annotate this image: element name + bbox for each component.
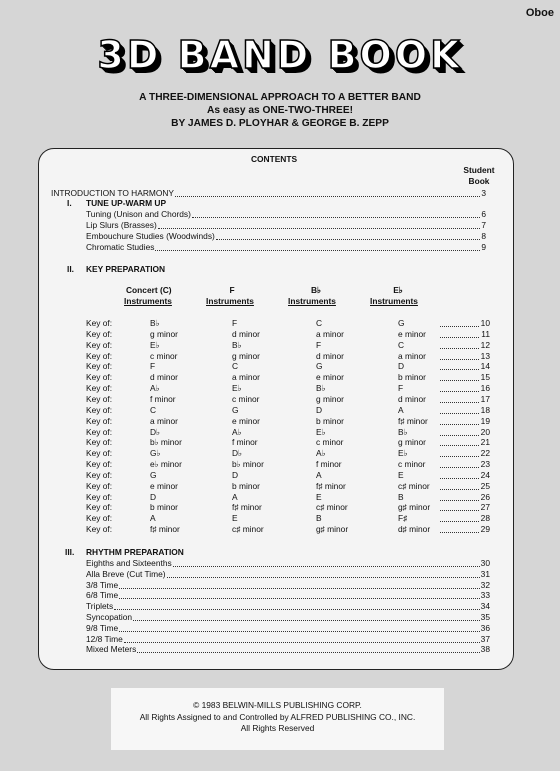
key-cell: g minor (398, 437, 426, 448)
toc-entry-page: 31 (480, 568, 490, 579)
key-cell: g♯ minor (398, 502, 431, 513)
key-of-label: Key of: (86, 404, 113, 415)
dot-leader (133, 620, 480, 621)
dot-leader (440, 413, 479, 414)
key-cell: a minor (150, 415, 178, 426)
book-title: 3D BAND BOOK (97, 33, 463, 77)
key-page: 21 (480, 437, 490, 448)
toc-entry-label: Embouchure Studies (Woodwinds) (86, 231, 215, 241)
dot-leader (440, 402, 479, 403)
key-of-label: Key of: (86, 393, 113, 404)
key-cell: f♯ minor (232, 502, 262, 513)
key-cell: e♭ minor (150, 459, 182, 470)
key-page: 12 (480, 339, 490, 350)
key-of-label: Key of: (86, 318, 113, 328)
key-cell: e minor (232, 415, 260, 426)
key-of-label: Key of: (86, 524, 113, 535)
toc-entry-label: Chromatic Studies (86, 242, 155, 252)
toc-entry-label: 9/8 Time (86, 622, 119, 633)
key-cell: F♯ (398, 513, 408, 524)
dot-leader (440, 369, 479, 370)
key-cell: B♭ (232, 339, 242, 350)
key-cell: E♭ (150, 339, 160, 350)
key-cell: d♯ minor (398, 524, 431, 535)
key-cell: D (316, 404, 323, 415)
key-cell: F (150, 361, 156, 372)
key-cell: D (232, 469, 239, 480)
key-cell: B♭ (150, 318, 160, 328)
dot-leader (216, 239, 480, 240)
toc-entry-page: 9 (481, 242, 486, 252)
key-cell: F (398, 383, 404, 394)
dot-leader (440, 326, 479, 327)
student-book-label: Student (463, 165, 495, 175)
dot-leader (440, 521, 479, 522)
instrument-label: Oboe (525, 7, 554, 19)
key-cell: c minor (150, 350, 178, 361)
key-cell: b minor (398, 372, 426, 383)
key-cell: E♭ (398, 448, 408, 459)
toc-entry-page: 38 (480, 644, 490, 655)
key-cell: A (150, 513, 156, 524)
key-cell: e minor (316, 372, 344, 383)
copyright-line: All Rights Reserved (240, 723, 315, 733)
key-cell: D (398, 361, 405, 372)
subtitle-line: A THREE-DIMENSIONAL APPROACH TO A BETTER BAND (139, 92, 421, 103)
dot-leader (114, 609, 480, 610)
toc-entry-label: 3/8 Time (86, 579, 119, 590)
dot-leader (119, 631, 480, 632)
key-of-label: Key of: (86, 502, 113, 513)
key-of-label: Key of: (86, 437, 113, 448)
key-cell: A♭ (232, 426, 242, 437)
toc-entry-page: 30 (480, 558, 490, 568)
dot-leader (440, 424, 479, 425)
key-cell: c minor (316, 437, 344, 448)
key-of-label: Key of: (86, 339, 113, 350)
toc-entry-page: 8 (481, 231, 486, 241)
column-header-instruments: Instruments (206, 296, 254, 306)
key-cell: f♯ minor (398, 415, 428, 426)
dot-leader (440, 348, 479, 349)
toc-entry-page: 34 (480, 601, 490, 612)
toc-entry-label: INTRODUCTION TO HARMONY (51, 188, 174, 198)
key-cell: C (316, 318, 323, 328)
key-cell: f♯ minor (150, 524, 180, 535)
key-cell: f minor (232, 437, 258, 448)
key-cell: C (398, 339, 405, 350)
dot-leader (440, 380, 479, 381)
dot-leader (173, 566, 480, 567)
key-of-label: Key of: (86, 350, 113, 361)
dot-leader (440, 467, 479, 468)
copyright-notice (111, 688, 444, 750)
key-page: 24 (480, 469, 490, 480)
toc-entry-label: Eighths and Sixteenths (86, 558, 172, 568)
key-page: 25 (480, 480, 490, 491)
key-cell: b♭ minor (232, 459, 264, 470)
section-number: I. (67, 198, 72, 208)
key-cell: c minor (398, 459, 426, 470)
key-page: 15 (480, 372, 490, 383)
key-cell: b♭ minor (150, 437, 182, 448)
key-page: 13 (480, 350, 490, 361)
key-cell: G (316, 361, 323, 372)
dot-leader (175, 196, 480, 197)
column-header-instruments: Instruments (370, 296, 418, 306)
key-cell: A (316, 469, 322, 480)
toc-entry-label: 12/8 Time (86, 633, 123, 644)
key-of-label: Key of: (86, 513, 113, 524)
section-title: KEY PREPARATION (86, 264, 166, 274)
key-cell: B (398, 491, 404, 502)
dot-leader (192, 217, 480, 218)
toc-entry-label: Alla Breve (Cut Time) (86, 568, 166, 579)
key-cell: B (316, 513, 322, 524)
key-of-label: Key of: (86, 372, 113, 383)
dot-leader (137, 652, 480, 653)
key-page: 23 (480, 459, 490, 470)
dot-leader (440, 489, 479, 490)
key-page: 29 (480, 524, 490, 535)
key-cell: g♯ minor (316, 524, 349, 535)
key-cell: f♯ minor (316, 480, 346, 491)
key-cell: f minor (150, 393, 176, 404)
column-header: F (229, 285, 235, 295)
toc-entry-label: Tuning (Unison and Chords) (86, 209, 191, 219)
key-of-label: Key of: (86, 415, 113, 426)
key-page: 20 (480, 426, 490, 437)
key-cell: g minor (150, 328, 178, 339)
dot-leader (440, 391, 479, 392)
key-of-label: Key of: (86, 491, 113, 502)
key-cell: G♭ (150, 448, 161, 459)
toc-entry-label: Lip Slurs (Brasses) (86, 220, 157, 230)
key-of-label: Key of: (86, 426, 113, 437)
key-cell: D (150, 491, 157, 502)
key-page: 11 (481, 328, 490, 339)
key-of-label: Key of: (86, 459, 113, 470)
key-cell: d minor (232, 328, 260, 339)
toc-entry-label: Syncopation (86, 612, 133, 622)
key-cell: e minor (398, 328, 426, 339)
key-page: 22 (480, 448, 490, 459)
column-header-instruments: Instruments (124, 296, 172, 306)
key-cell: c minor (232, 393, 260, 404)
dot-leader (155, 250, 480, 251)
key-cell: b minor (232, 480, 260, 491)
key-cell: E♭ (232, 383, 242, 394)
key-cell: d minor (150, 372, 178, 383)
contents-heading: CONTENTS (250, 154, 298, 164)
key-cell: E♭ (316, 426, 326, 437)
key-cell: G (150, 469, 157, 480)
key-cell: A (398, 404, 404, 415)
dot-leader (440, 510, 479, 511)
key-page: 27 (480, 502, 490, 513)
key-cell: D♭ (150, 426, 160, 437)
toc-entry-page: 33 (480, 590, 490, 601)
toc-entry-page: 7 (481, 220, 486, 230)
dot-leader (440, 445, 479, 446)
dot-leader (440, 532, 479, 533)
key-page: 18 (480, 404, 490, 415)
key-cell: B♭ (398, 426, 408, 437)
section-number: III. (65, 547, 75, 557)
key-cell: b minor (316, 415, 344, 426)
key-cell: E (232, 513, 238, 524)
key-cell: c♯ minor (398, 480, 430, 491)
column-header: B♭ (311, 285, 321, 295)
key-cell: C (150, 404, 157, 415)
dot-leader (440, 456, 479, 457)
toc-entry-page: 32 (480, 579, 490, 590)
dot-leader (119, 598, 480, 599)
key-cell: g minor (232, 350, 260, 361)
key-cell: A♭ (316, 448, 326, 459)
dot-leader (158, 228, 480, 229)
key-cell: C (232, 361, 239, 372)
key-of-label: Key of: (86, 480, 113, 491)
toc-entry-page: 3 (481, 188, 486, 198)
key-of-label: Key of: (86, 469, 113, 480)
toc-entry-label: Mixed Meters (86, 644, 137, 655)
toc-entry-page: 6 (481, 209, 486, 219)
key-cell: a minor (316, 328, 344, 339)
key-cell: A♭ (150, 383, 160, 394)
copyright-line: © 1983 BELWIN-MILLS PUBLISHING CORP. (193, 700, 362, 710)
key-cell: A (232, 491, 238, 502)
key-cell: c♯ minor (232, 524, 264, 535)
toc-entry-label: 6/8 Time (86, 590, 119, 601)
dot-leader (440, 359, 479, 360)
key-cell: c♯ minor (316, 502, 348, 513)
section-title: TUNE UP-WARM UP (86, 198, 167, 208)
key-page: 26 (480, 491, 490, 502)
key-cell: F (232, 318, 238, 328)
authors-line: BY JAMES D. PLOYHAR & GEORGE B. ZEPP (171, 118, 389, 129)
section-title: RHYTHM PREPARATION (86, 547, 184, 557)
key-page: 28 (480, 513, 490, 524)
key-cell: d minor (316, 350, 344, 361)
dot-leader (440, 478, 479, 479)
key-cell: e minor (150, 480, 178, 491)
dot-leader (124, 642, 480, 643)
key-of-label: Key of: (86, 448, 113, 459)
key-cell: a minor (398, 350, 426, 361)
key-cell: E (316, 491, 322, 502)
section-number: II. (67, 264, 74, 274)
key-page: 10 (480, 318, 490, 328)
key-cell: b minor (150, 502, 178, 513)
key-page: 17 (480, 393, 490, 404)
key-of-label: Key of: (86, 383, 113, 394)
dot-leader (440, 337, 479, 338)
key-cell: a minor (232, 372, 260, 383)
column-header: Concert (C) (126, 285, 172, 295)
column-header: E♭ (393, 285, 403, 295)
toc-entry-label: Triplets (86, 601, 114, 612)
toc-entry-page: 36 (480, 622, 490, 633)
key-page: 19 (480, 415, 490, 426)
dot-leader (119, 588, 480, 589)
key-of-label: Key of: (86, 328, 113, 339)
dot-leader (440, 500, 479, 501)
key-cell: f minor (316, 459, 342, 470)
dot-leader (167, 577, 480, 578)
key-cell: B♭ (316, 383, 326, 394)
key-cell: d minor (398, 393, 426, 404)
key-of-label: Key of: (86, 361, 113, 372)
copyright-line: All Rights Assigned to and Controlled by ALFRED PUBLISHING CO., INC. (139, 711, 416, 722)
key-cell: D♭ (232, 448, 242, 459)
toc-entry-page: 35 (480, 612, 490, 622)
key-cell: G (398, 318, 405, 328)
dot-leader (440, 435, 479, 436)
key-cell: E (398, 469, 404, 480)
subtitle-line: As easy as ONE-TWO-THREE! (206, 105, 354, 116)
column-header-instruments: Instruments (288, 296, 336, 306)
key-cell: F (316, 339, 322, 350)
key-page: 16 (480, 383, 490, 394)
key-cell: G (232, 404, 239, 415)
toc-entry-page: 37 (480, 633, 490, 644)
key-cell: g minor (316, 393, 344, 404)
student-book-label: Book (468, 176, 490, 186)
key-page: 14 (480, 361, 490, 372)
